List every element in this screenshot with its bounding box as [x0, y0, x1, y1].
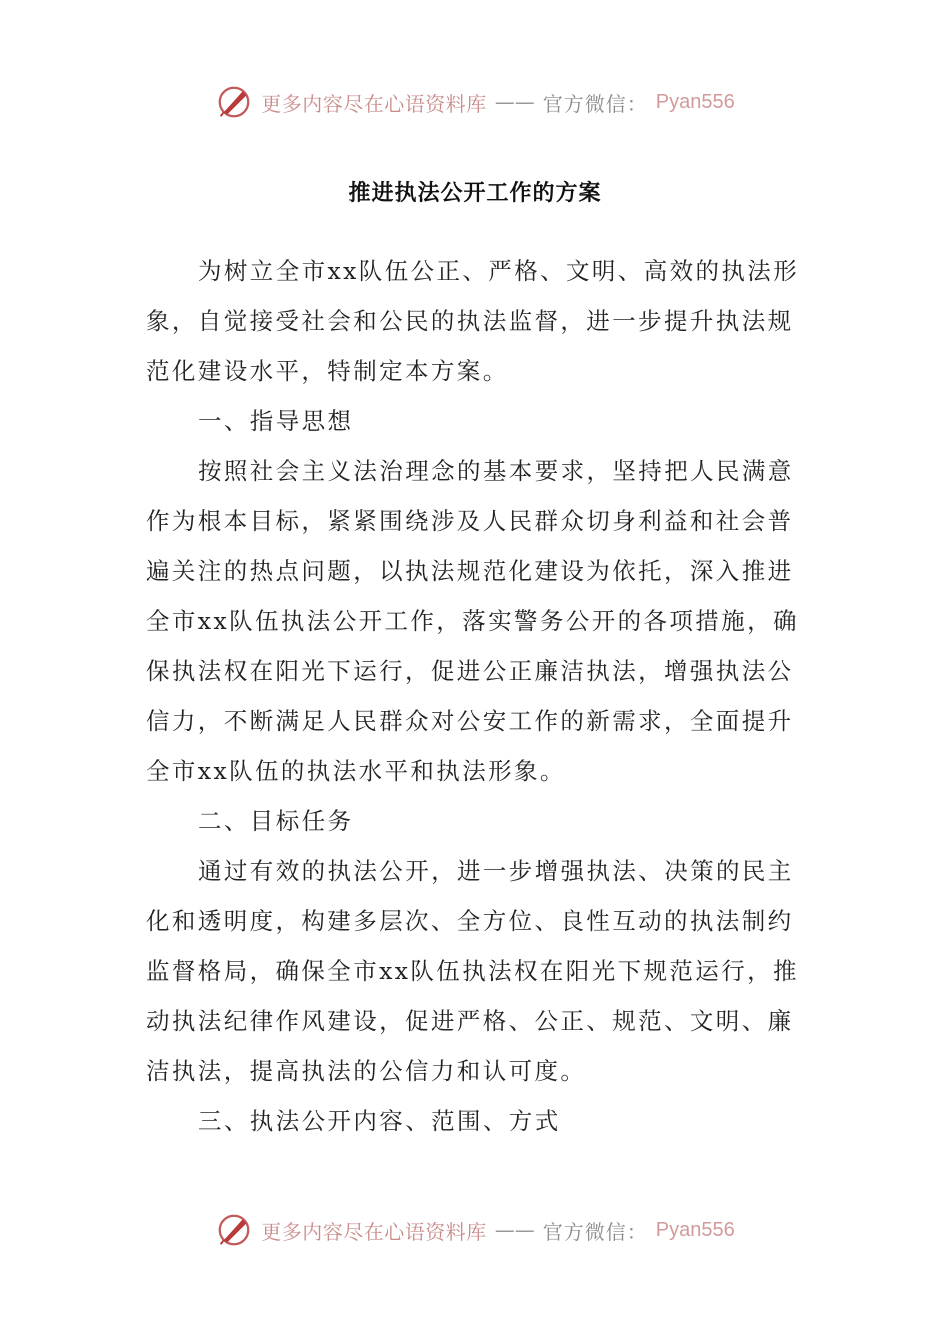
text-line: 为树立全市xx队伍公正、严格、文明、高效的执法形	[198, 257, 800, 285]
watermark-label: 官方微信：	[542, 91, 648, 116]
watermark-dash: ——	[494, 90, 535, 114]
text-line: 遍关注的热点问题，以执法规范化建设为依托，深入推进	[146, 557, 794, 585]
text-line: 全市xx队伍执法公开工作，落实警务公开的各项措施，确	[146, 607, 799, 635]
watermark-label: 官方微信：	[542, 1219, 648, 1244]
text-line: 按照社会主义法治理念的基本要求，坚持把人民满意	[198, 457, 794, 485]
text-line: 动执法纪律作风建设，促进严格、公正、规范、文明、廉	[146, 1007, 794, 1035]
header-watermark	[0, 80, 950, 124]
watermark-text: 更多内容尽在心语资料库	[261, 91, 487, 116]
text-line: 范化建设水平，特制定本方案。	[146, 357, 509, 385]
text-line: 象，自觉接受社会和公民的执法监督，进一步提升执法规	[146, 307, 794, 335]
text-line: 二、目标任务	[198, 807, 354, 835]
text-line: 洁执法，提高执法的公信力和认可度。	[146, 1057, 587, 1085]
quill-logo-icon	[215, 1211, 253, 1249]
text-line: 作为根本目标，紧紧围绕涉及人民群众切身利益和社会普	[146, 507, 794, 535]
footer-watermark	[0, 1208, 950, 1252]
watermark-text: 更多内容尽在心语资料库	[261, 1219, 487, 1244]
text-line: 监督格局，确保全市xx队伍执法权在阳光下规范运行，推	[146, 957, 799, 985]
text-line: 化和透明度，构建多层次、全方位、良性互动的执法制约	[146, 907, 794, 935]
watermark-id: Pyan556	[655, 1218, 735, 1241]
text-line: 通过有效的执法公开，进一步增强执法、决策的民主	[198, 857, 794, 885]
text-line: 全市xx队伍的执法水平和执法形象。	[146, 757, 566, 785]
watermark-id: Pyan556	[655, 90, 735, 113]
text-line: 三、执法公开内容、范围、方式	[198, 1107, 561, 1135]
text-line: 保执法权在阳光下运行，促进公正廉洁执法，增强执法公	[146, 657, 794, 685]
document-title: 推进执法公开工作的方案	[348, 181, 602, 206]
quill-logo-icon	[215, 83, 253, 121]
watermark-dash: ——	[494, 1218, 535, 1242]
text-line: 一、指导思想	[198, 407, 354, 435]
document-body	[146, 246, 802, 1146]
text-line: 信力，不断满足人民群众对公安工作的新需求，全面提升	[146, 707, 794, 735]
